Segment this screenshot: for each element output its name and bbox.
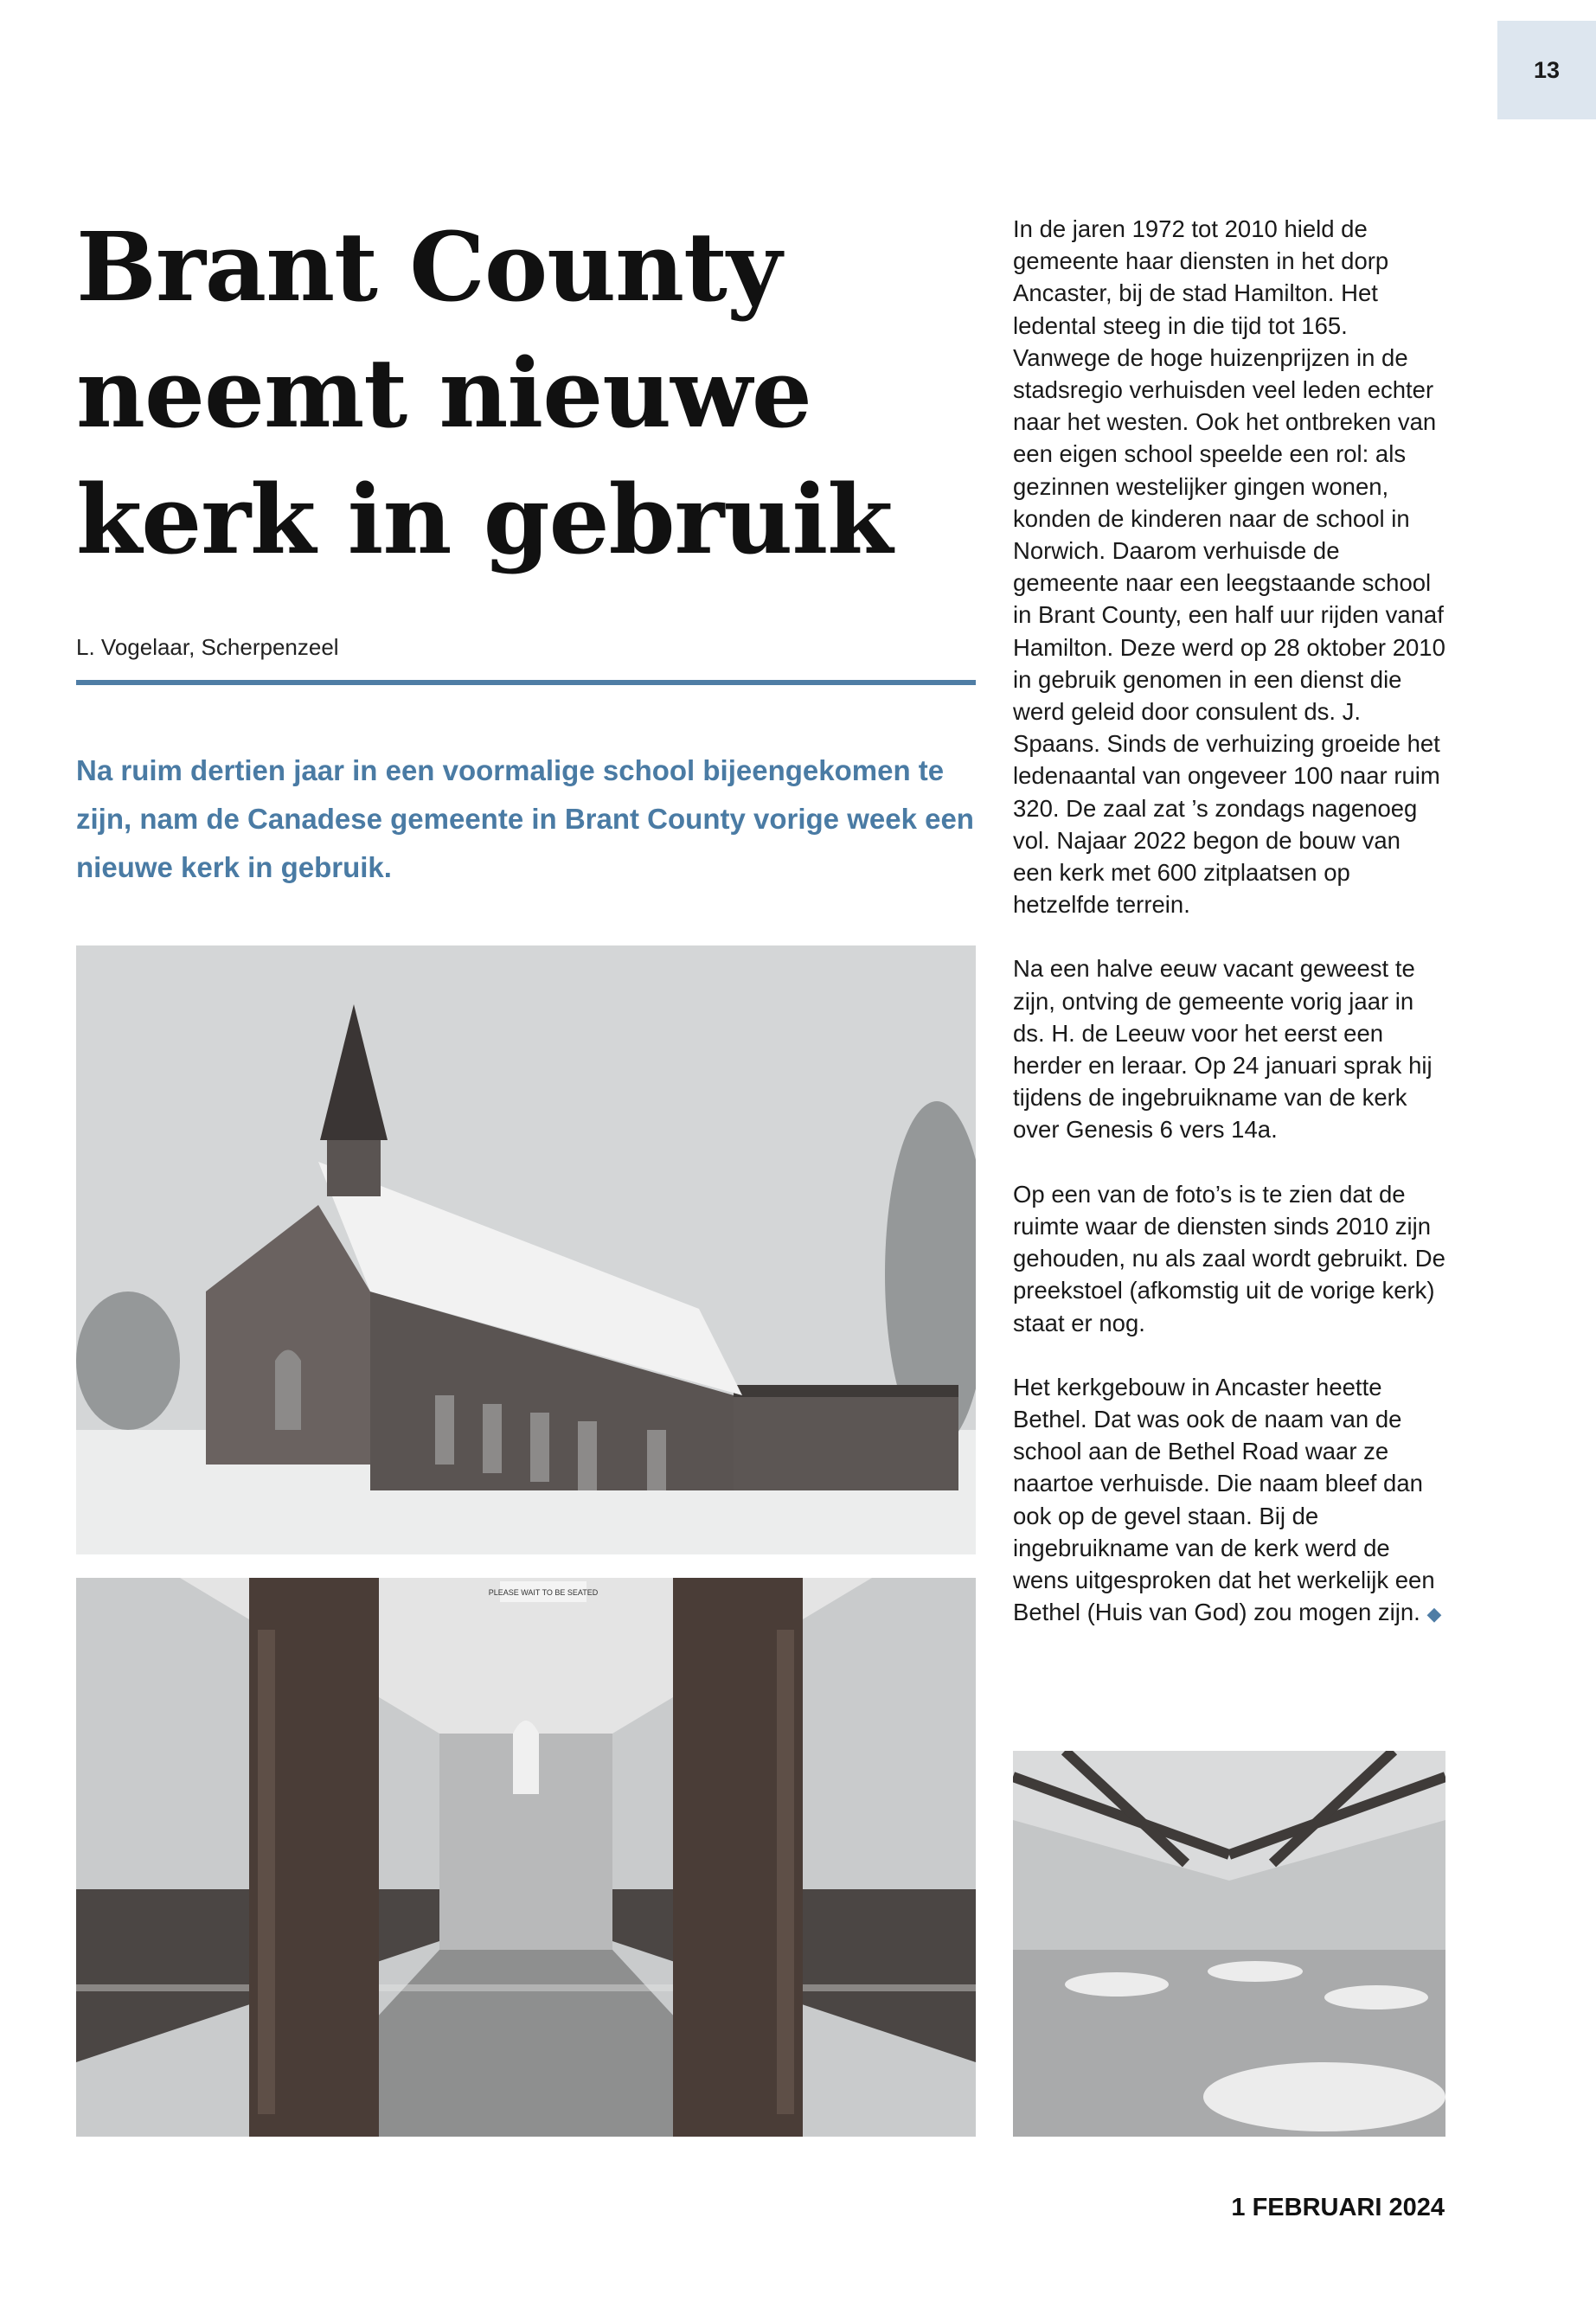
fellowship-hall-photo [1013, 1751, 1445, 2137]
church-exterior-photo [76, 945, 976, 1554]
title-line: Brant County [76, 211, 781, 323]
article-body [1013, 213, 1445, 1662]
title-line: kerk in gebruik [76, 464, 893, 575]
church-interior-photo [76, 1578, 976, 2137]
title-line: neemt nieuwe [76, 337, 811, 449]
body-paragraph: Het kerkgebouw in Ancaster heette Bethel. Dat was ook de naam van de school aan de Bethel Road waar ze naartoe verhuisde. Die naam bleef dan ook op de gevel staan. Bij de ingebruikname van de kerk werd de wens uitgesproken dat het werkelijk een Bethel (Huis van God) zou mogen zijn. [1013, 1373, 1435, 1626]
body-paragraph: In de jaren 1972 tot 2010 hield de gemeente haar diensten in het dorp Ancaster, bij de stad Hamilton. Het ledental steeg in die tijd tot 165. Vanwege de hoge huizenprijzen in de stadsregio verhuisden veel leden echter naar het westen. Ook het ontbreken van een eigen school speelde een rol: als gezinnen westelijker gingen wonen, konden de kinderen naar de school in Norwich. Daarom verhuisde de gemeente naar een leegstaande school in Brant County, een half uur rijden vanaf Hamilton. Deze werd op 28 oktober 2010 in gebruik genomen in een dienst die werd geleid door consulent ds. J. Spaans. Sinds de verhuizing groeide het ledenaantal van ongeveer 100 naar ruim 320. De zaal zat ’s zondags nagenoeg vol. Najaar 2022 begon de bouw van een kerk met 600 zitplaatsen op hetzelfde terrein. [1013, 215, 1445, 919]
article-lead: Na ruim dertien jaar in een voormalige school bijeengekomen te zijn, nam de Canadese gemeente in Brant County vorige week een nieuwe kerk in gebruik. [76, 754, 974, 883]
page-number: 13 [1497, 21, 1596, 119]
issue-date: 1 FEBRUARI 2024 [1231, 2194, 1445, 2221]
body-paragraph-last [1013, 1371, 1445, 1631]
body-paragraph: Na een halve eeuw vacant geweest te zijn, ontving de gemeente vorig jaar in ds. H. de Leeuw voor het eerst een herder en leraar. Op 24 januari sprak hij tijdens de ingebruikname van de kerk over Genesis 6 vers 14a. [1013, 955, 1433, 1144]
end-mark-icon: ◆ [1426, 1603, 1442, 1625]
author-byline: L. Vogelaar, Scherpenzeel [76, 634, 339, 660]
divider [76, 680, 976, 685]
body-paragraph: Op een van de foto’s is te zien dat de ruimte waar de diensten sinds 2010 zijn gehouden, nu als zaal wordt gebruikt. De preekstoel (afkomstig uit de vorige kerk) staat er nog. [1013, 1180, 1445, 1336]
door-sign-text: PLEASE WAIT TO BE SEATED [488, 1588, 599, 1597]
article-title [76, 204, 976, 583]
